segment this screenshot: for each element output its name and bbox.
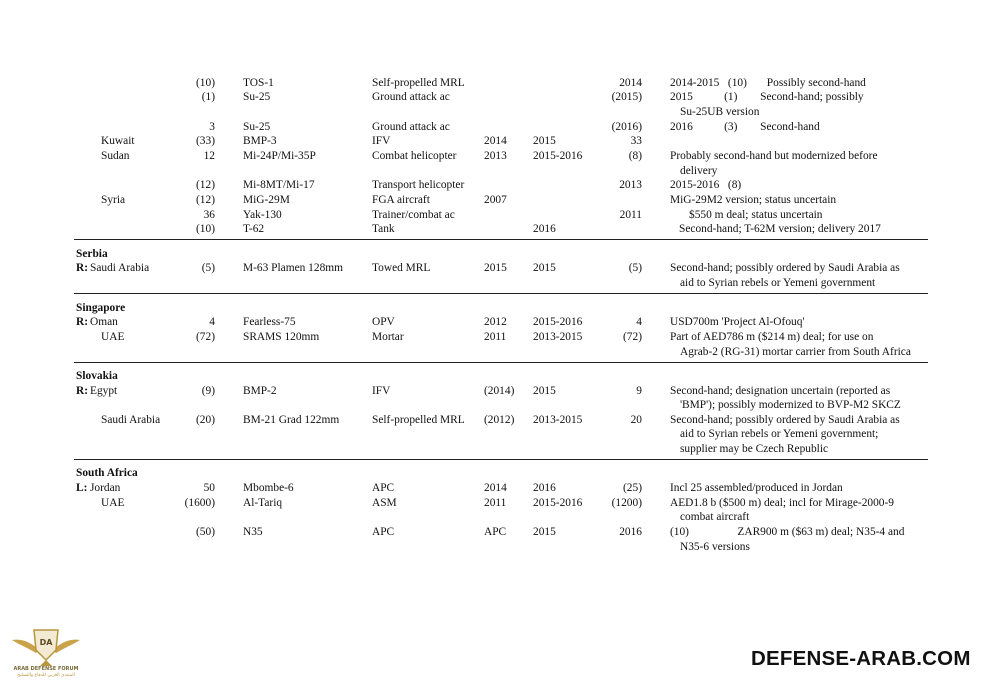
designation-cell: BMP-2 (243, 385, 277, 397)
row-prefix: R: (76, 262, 89, 274)
comments-cell: 'BMP'); possibly modernized to BVP-M2 SKCZ (680, 399, 901, 411)
description-cell: Combat helicopter (372, 150, 457, 162)
comments-cell: Second-hand; possibly ordered by Saudi Arabia as (670, 414, 900, 426)
description-cell: APC (372, 526, 395, 538)
designation-cell: Al-Tariq (243, 497, 283, 509)
ordered-cell: 4 (209, 316, 215, 328)
section-divider (74, 239, 928, 240)
recipient-cell: Kuwait (101, 135, 135, 147)
ordered-cell: (1) (201, 91, 215, 103)
comments-cell: 2015 (1) Second-hand; possibly (670, 91, 864, 103)
designation-cell: Mi-8MT/Mi-17 (243, 179, 315, 191)
designation-cell: Su-25 (243, 91, 271, 103)
delivered-cell: 2014 (619, 77, 642, 89)
order-year-cell: 2014 (484, 135, 507, 147)
comments-cell: 2016 (3) Second-hand (670, 121, 820, 133)
description-cell: Ground attack ac (372, 91, 450, 103)
description-cell: Ground attack ac (372, 121, 450, 133)
ordered-cell: (33) (196, 135, 215, 147)
recipient-cell: UAE (101, 331, 125, 343)
description-cell: APC (372, 482, 395, 494)
order-year-cell: 2014 (484, 482, 507, 494)
section-heading: Singapore (76, 302, 126, 314)
delivery-years-cell: 2015 (533, 135, 556, 147)
recipient-cell: Oman (90, 316, 118, 328)
ordered-cell: 12 (203, 150, 215, 162)
delivered-cell: 33 (630, 135, 642, 147)
section-divider (74, 459, 928, 460)
order-year-cell: 2012 (484, 316, 507, 328)
delivered-cell: (25) (623, 482, 642, 494)
comments-cell: combat aircraft (680, 511, 750, 523)
delivered-cell: 2016 (619, 526, 642, 538)
logo-text-en: ARAB DEFENSE FORUM (13, 666, 79, 672)
section-heading: Serbia (76, 248, 108, 260)
section-heading: South Africa (76, 467, 138, 479)
ordered-cell: (12) (196, 194, 215, 206)
delivery-years-cell: 2016 (533, 223, 556, 235)
ordered-cell: (10) (196, 223, 215, 235)
designation-cell: SRAMS 120mm (243, 331, 320, 343)
arab-defense-forum-logo (6, 620, 86, 684)
delivered-cell: (72) (623, 331, 642, 343)
order-year-cell: 2011 (484, 331, 507, 343)
comments-cell: Second-hand; designation uncertain (reported as (670, 385, 891, 397)
designation-cell: TOS-1 (243, 77, 274, 89)
section-divider (74, 293, 928, 294)
delivered-cell: 4 (636, 316, 642, 328)
description-cell: IFV (372, 135, 391, 147)
delivery-years-cell: 2015-2016 (533, 497, 583, 509)
delivered-cell: 2013 (619, 179, 642, 191)
recipient-cell: Jordan (90, 482, 121, 494)
comments-cell: USD700m 'Project Al-Ofouq' (670, 316, 805, 328)
section-heading: Slovakia (76, 370, 118, 382)
logo-text-ar: المنتدى العربي للدفاع والتسليح (17, 673, 75, 678)
designation-cell: Mbombe-6 (243, 482, 294, 494)
delivery-years-cell: 2015-2016 (533, 150, 583, 162)
comments-cell: Second-hand; T-62M version; delivery 2017 (679, 223, 881, 235)
logo-initials: DA (39, 638, 53, 647)
ordered-cell: (50) (196, 526, 215, 538)
designation-cell: T-62 (243, 223, 265, 235)
designation-cell: BMP-3 (243, 135, 277, 147)
designation-cell: Su-25 (243, 121, 271, 133)
ordered-cell: (10) (196, 77, 215, 89)
comments-cell: Probably second-hand but modernized before (670, 150, 878, 162)
comments-cell: 2015-2016 (8) (670, 179, 742, 191)
comments-cell: aid to Syrian rebels or Yemeni government (680, 277, 876, 289)
delivery-years-cell: 2015-2016 (533, 316, 583, 328)
delivered-cell: (8) (628, 150, 642, 162)
delivery-years-cell: 2015 (533, 526, 556, 538)
ordered-cell: 50 (203, 482, 215, 494)
delivery-years-cell: 2015 (533, 385, 556, 397)
comments-cell: Second-hand; possibly ordered by Saudi Arabia as (670, 262, 900, 274)
description-cell: Towed MRL (372, 262, 431, 274)
ordered-cell: (1600) (184, 497, 215, 509)
delivery-years-cell: 2016 (533, 482, 556, 494)
recipient-cell: Saudi Arabia (90, 262, 150, 274)
ordered-cell: 36 (203, 209, 215, 221)
designation-cell: Mi-24P/Mi-35P (243, 150, 316, 162)
description-cell: Self-propelled MRL (372, 414, 465, 426)
comments-cell: AED1.8 b ($500 m) deal; incl for Mirage-2000-9 (670, 497, 894, 509)
delivery-years-cell: 2015 (533, 262, 556, 274)
comments-cell: MiG-29M2 version; status uncertain (670, 194, 837, 206)
designation-cell: Fearless-75 (243, 316, 296, 328)
delivered-cell: (1200) (611, 497, 642, 509)
recipient-cell: UAE (101, 497, 125, 509)
recipient-cell: Egypt (90, 385, 118, 397)
ordered-cell: (20) (196, 414, 215, 426)
description-cell: Transport helicopter (372, 179, 465, 191)
delivered-cell: 20 (630, 414, 642, 426)
row-prefix: R: (76, 316, 89, 328)
comments-cell: (10) ZAR900 m ($63 m) deal; N35-4 and (670, 526, 905, 538)
site-watermark: DEFENSE-ARAB.COM (751, 647, 971, 670)
description-cell: Mortar (372, 331, 404, 343)
description-cell: Trainer/combat ac (372, 209, 455, 221)
comments-cell: Part of AED786 m ($214 m) deal; for use on (670, 331, 874, 343)
comments-cell: Incl 25 assembled/produced in Jordan (670, 482, 843, 494)
recipient-cell: Sudan (101, 150, 130, 162)
comments-cell: N35-6 versions (680, 541, 750, 553)
order-year-cell: 2013 (484, 150, 507, 162)
ordered-cell: (72) (196, 331, 215, 343)
comments-cell: supplier may be Czech Republic (680, 443, 829, 455)
description-cell: IFV (372, 385, 391, 397)
comments-cell: Su-25UB version (680, 106, 760, 118)
comments-cell: $550 m deal; status uncertain (689, 209, 823, 221)
order-year-cell: 2011 (484, 497, 507, 509)
row-prefix: L: (76, 482, 88, 494)
recipient-cell: Syria (101, 194, 126, 206)
order-year-cell: 2007 (484, 194, 507, 206)
ordered-cell: 3 (209, 121, 215, 133)
description-cell: OPV (372, 316, 395, 328)
description-cell: Tank (372, 223, 395, 235)
comments-cell: Agrab-2 (RG-31) mortar carrier from South Africa (680, 346, 911, 358)
designation-cell: N35 (243, 526, 263, 538)
comments-cell: 2014-2015 (10) Possibly second-hand (670, 77, 866, 89)
delivery-years-cell: 2013-2015 (533, 331, 583, 343)
comments-cell: delivery (680, 165, 718, 177)
ordered-cell: (9) (201, 385, 215, 397)
delivery-years-cell: 2013-2015 (533, 414, 583, 426)
designation-cell: BM-21 Grad 122mm (243, 414, 340, 426)
order-year-cell: APC (484, 526, 507, 538)
delivered-cell: (2016) (611, 121, 642, 133)
designation-cell: Yak-130 (243, 209, 282, 221)
delivered-cell: (2015) (611, 91, 642, 103)
order-year-cell: (2014) (484, 385, 515, 397)
designation-cell: MiG-29M (243, 194, 290, 206)
description-cell: FGA aircraft (372, 194, 430, 206)
delivered-cell: 9 (636, 385, 642, 397)
designation-cell: M-63 Plamen 128mm (243, 262, 343, 274)
order-year-cell: 2015 (484, 262, 507, 274)
description-cell: Self-propelled MRL (372, 77, 465, 89)
ordered-cell: (12) (196, 179, 215, 191)
order-year-cell: (2012) (484, 414, 515, 426)
row-prefix: R: (76, 385, 89, 397)
ordered-cell: (5) (201, 262, 215, 274)
comments-cell: aid to Syrian rebels or Yemeni government; (680, 428, 879, 440)
section-divider (74, 362, 928, 363)
recipient-cell: Saudi Arabia (101, 414, 161, 426)
description-cell: ASM (372, 497, 397, 509)
delivered-cell: (5) (628, 262, 642, 274)
delivered-cell: 2011 (619, 209, 642, 221)
